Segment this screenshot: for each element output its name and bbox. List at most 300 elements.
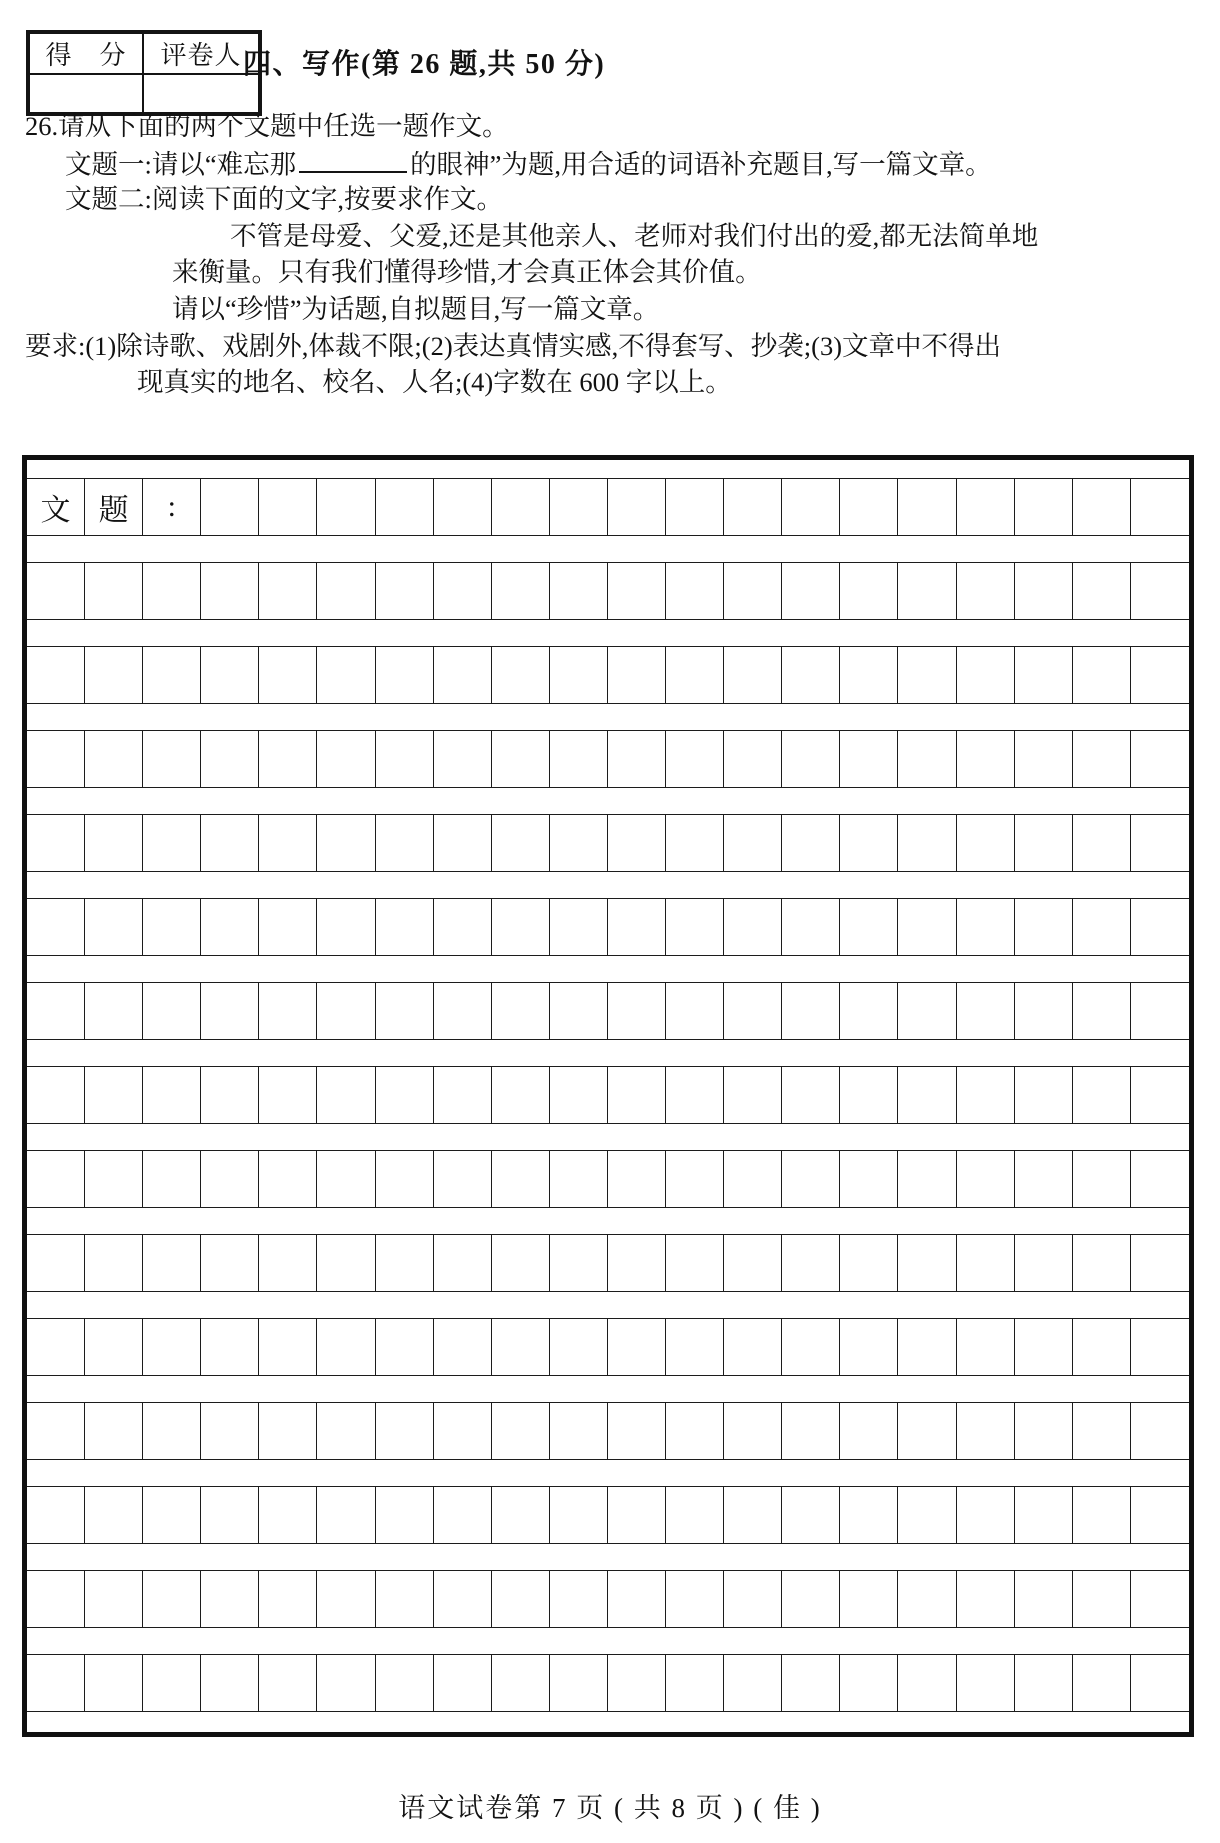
grid-cell bbox=[840, 1067, 898, 1123]
grid-cell bbox=[317, 1235, 375, 1291]
grid-cell bbox=[376, 563, 434, 619]
topic1-line bbox=[25, 145, 1205, 182]
grid-row-gap bbox=[27, 1040, 1189, 1066]
grid-cell bbox=[259, 1403, 317, 1459]
grid-cell bbox=[550, 1655, 608, 1711]
grid-cell bbox=[317, 1655, 375, 1711]
topic1-suffix: 的眼神”为题,用合适的词语补充题目,写一篇文章。 bbox=[410, 149, 992, 180]
grid-cell bbox=[898, 1319, 956, 1375]
grid-cell bbox=[376, 647, 434, 703]
grid-cell bbox=[143, 1151, 201, 1207]
grid-row bbox=[27, 982, 1189, 1040]
grid-cell bbox=[434, 983, 492, 1039]
grid-cell bbox=[666, 479, 724, 535]
grid-cell bbox=[376, 1319, 434, 1375]
grid-cell bbox=[317, 983, 375, 1039]
grid-cell bbox=[492, 479, 550, 535]
grid-cell bbox=[782, 1067, 840, 1123]
grid-cell bbox=[840, 815, 898, 871]
grid-row bbox=[27, 1654, 1189, 1712]
grid-cell bbox=[608, 1655, 666, 1711]
grid-cell bbox=[957, 899, 1015, 955]
grid-cell bbox=[898, 563, 956, 619]
grid-cell bbox=[782, 647, 840, 703]
grid-cell bbox=[1131, 563, 1189, 619]
grid-cell bbox=[143, 1235, 201, 1291]
essay-grid bbox=[22, 455, 1194, 1737]
grid-cell bbox=[608, 647, 666, 703]
grid-cell bbox=[1073, 1487, 1131, 1543]
grid-cell bbox=[85, 983, 143, 1039]
grid-cell bbox=[434, 1403, 492, 1459]
grid-cell bbox=[1073, 1403, 1131, 1459]
grid-cell bbox=[201, 1319, 259, 1375]
grid-cell bbox=[666, 1319, 724, 1375]
grid-cell bbox=[434, 1319, 492, 1375]
grid-cell bbox=[143, 1319, 201, 1375]
grid-cell bbox=[840, 1403, 898, 1459]
grid-cell bbox=[666, 899, 724, 955]
grid-cell bbox=[492, 1151, 550, 1207]
grid-cell bbox=[898, 731, 956, 787]
grid-cell bbox=[782, 479, 840, 535]
grid-cell bbox=[317, 1403, 375, 1459]
grid-cell bbox=[259, 1067, 317, 1123]
grid-cell bbox=[724, 1487, 782, 1543]
grid-cell bbox=[1131, 815, 1189, 871]
grid-cell bbox=[724, 1655, 782, 1711]
grid-row bbox=[27, 1150, 1189, 1208]
grid-row-gap bbox=[27, 1292, 1189, 1318]
grid-cell bbox=[376, 1655, 434, 1711]
grid-cell bbox=[898, 479, 956, 535]
grid-cell bbox=[666, 731, 724, 787]
grid-cell bbox=[201, 1067, 259, 1123]
grid-cell bbox=[434, 1571, 492, 1627]
grid-cell bbox=[201, 647, 259, 703]
grid-row bbox=[27, 1486, 1189, 1544]
grid-cell bbox=[840, 563, 898, 619]
grid-cell bbox=[1073, 647, 1131, 703]
grid-cell bbox=[608, 1319, 666, 1375]
grid-cell bbox=[492, 563, 550, 619]
grid-row bbox=[27, 562, 1189, 620]
grid-cell bbox=[957, 563, 1015, 619]
grid-cell bbox=[1073, 983, 1131, 1039]
grid-cell bbox=[1015, 1403, 1073, 1459]
grid-cell bbox=[201, 815, 259, 871]
grid-cell bbox=[666, 1655, 724, 1711]
score-box bbox=[26, 30, 262, 116]
grid-cell bbox=[434, 563, 492, 619]
grid-cell bbox=[666, 1403, 724, 1459]
grid-cell bbox=[143, 815, 201, 871]
grid-cell bbox=[434, 731, 492, 787]
grid-cell bbox=[85, 563, 143, 619]
grid-cell bbox=[957, 1151, 1015, 1207]
grid-cell bbox=[1131, 1487, 1189, 1543]
grid-cell bbox=[898, 647, 956, 703]
grid-cell bbox=[434, 1487, 492, 1543]
grid-cell bbox=[957, 1655, 1015, 1711]
grid-cell bbox=[898, 1403, 956, 1459]
grid-cell bbox=[317, 1319, 375, 1375]
grid-cell bbox=[201, 479, 259, 535]
grid-cell bbox=[608, 1487, 666, 1543]
grid-cell bbox=[1015, 647, 1073, 703]
grid-cell bbox=[666, 1151, 724, 1207]
topic1-prefix: 文题一:请以“难忘那 bbox=[65, 149, 297, 180]
grid-cell bbox=[957, 647, 1015, 703]
question-intro: 26.请从下面的两个文题中任选一题作文。 bbox=[25, 111, 509, 141]
grid-cell bbox=[27, 563, 85, 619]
grid-cell bbox=[608, 731, 666, 787]
grid-row-gap bbox=[27, 704, 1189, 730]
grid-cell bbox=[724, 1151, 782, 1207]
grid-cell bbox=[376, 815, 434, 871]
grid-cell bbox=[201, 899, 259, 955]
grid-row bbox=[27, 814, 1189, 872]
grid-cell bbox=[1131, 899, 1189, 955]
grid-cell bbox=[840, 647, 898, 703]
grid-cell bbox=[201, 1487, 259, 1543]
requirements-line2: 现真实的地名、校名、人名;(4)字数在 600 字以上。 bbox=[137, 367, 732, 398]
grid-cell bbox=[317, 1487, 375, 1543]
grid-cell bbox=[550, 1403, 608, 1459]
grid-cell bbox=[376, 1403, 434, 1459]
grid-row bbox=[27, 1570, 1189, 1628]
grid-cell bbox=[724, 647, 782, 703]
passage-line1: 不管是母爱、父爱,还是其他亲人、老师对我们付出的爱,都无法简单地 bbox=[230, 220, 1039, 251]
grid-row-gap bbox=[27, 1124, 1189, 1150]
grid-cell bbox=[724, 1067, 782, 1123]
grid-cell bbox=[840, 899, 898, 955]
grid-cell bbox=[85, 1235, 143, 1291]
grid-cell bbox=[492, 1067, 550, 1123]
grid-cell bbox=[317, 731, 375, 787]
grid-cell bbox=[957, 1487, 1015, 1543]
grid-cell bbox=[666, 647, 724, 703]
grid-cell bbox=[85, 899, 143, 955]
grid-cell bbox=[492, 983, 550, 1039]
grid-cell bbox=[492, 899, 550, 955]
grid-cell bbox=[492, 1487, 550, 1543]
grid-cell bbox=[317, 1067, 375, 1123]
grid-cell: : bbox=[143, 479, 201, 535]
grid-row-gap bbox=[27, 620, 1189, 646]
grid-cell bbox=[259, 1655, 317, 1711]
grid-cell bbox=[898, 1487, 956, 1543]
grid-cell bbox=[782, 1655, 840, 1711]
grid-cell bbox=[608, 563, 666, 619]
grid-cell bbox=[957, 1235, 1015, 1291]
grid-cell bbox=[27, 1403, 85, 1459]
grid-cell bbox=[1131, 1571, 1189, 1627]
grader-label: 评卷人 bbox=[144, 34, 258, 75]
grid-row-gap bbox=[27, 1544, 1189, 1570]
grid-cell bbox=[492, 1403, 550, 1459]
grid-cell bbox=[957, 815, 1015, 871]
grid-cell bbox=[1015, 1235, 1073, 1291]
grid-cell bbox=[550, 1067, 608, 1123]
grid-cell bbox=[1073, 1067, 1131, 1123]
grid-cell bbox=[492, 647, 550, 703]
page-footer: 语文试卷第 7 页 ( 共 8 页 ) ( 佳 ) bbox=[398, 1793, 822, 1823]
grid-cell bbox=[550, 731, 608, 787]
grid-cell bbox=[376, 899, 434, 955]
grid-cell bbox=[143, 983, 201, 1039]
grid-row-gap bbox=[27, 1628, 1189, 1654]
grid-cell bbox=[724, 1571, 782, 1627]
grid-cell bbox=[492, 1319, 550, 1375]
grid-cell bbox=[1073, 1571, 1131, 1627]
grid-cell bbox=[492, 1235, 550, 1291]
grid-cell bbox=[782, 563, 840, 619]
grid-cell bbox=[1131, 1151, 1189, 1207]
grid-cell bbox=[1015, 731, 1073, 787]
grid-cell bbox=[1015, 479, 1073, 535]
grid-row-gap bbox=[27, 1376, 1189, 1402]
grid-cell bbox=[317, 563, 375, 619]
grid-cell bbox=[376, 1151, 434, 1207]
grid-cell bbox=[201, 1403, 259, 1459]
grid-cell bbox=[898, 1151, 956, 1207]
grid-cell bbox=[1131, 479, 1189, 535]
grid-cell bbox=[608, 899, 666, 955]
grid-cell bbox=[434, 1235, 492, 1291]
grid-cell bbox=[85, 1487, 143, 1543]
grid-cell bbox=[27, 1655, 85, 1711]
grid-cell bbox=[782, 1571, 840, 1627]
grid-cell bbox=[376, 479, 434, 535]
grid-cell bbox=[201, 983, 259, 1039]
grid-cell bbox=[898, 1655, 956, 1711]
grid-cell bbox=[550, 563, 608, 619]
grid-cell bbox=[1015, 563, 1073, 619]
grid-cell bbox=[550, 983, 608, 1039]
grid-cell bbox=[376, 1487, 434, 1543]
grid-cell bbox=[1073, 563, 1131, 619]
grid-cell bbox=[724, 1403, 782, 1459]
grid-cell bbox=[608, 1067, 666, 1123]
grid-cell bbox=[201, 731, 259, 787]
grid-cell bbox=[259, 1235, 317, 1291]
grid-cell bbox=[608, 479, 666, 535]
grid-cell bbox=[143, 1487, 201, 1543]
grid-row bbox=[27, 646, 1189, 704]
grid-cell bbox=[1073, 731, 1131, 787]
grid-cell bbox=[550, 1487, 608, 1543]
grid-cell bbox=[201, 1655, 259, 1711]
grid-cell bbox=[840, 983, 898, 1039]
grid-cell bbox=[1073, 899, 1131, 955]
grid-cell bbox=[376, 1235, 434, 1291]
grid-cell bbox=[317, 479, 375, 535]
grid-cell bbox=[957, 1067, 1015, 1123]
grid-cell bbox=[143, 1655, 201, 1711]
grid-cell bbox=[898, 899, 956, 955]
grid-cell bbox=[376, 1571, 434, 1627]
grid-cell bbox=[434, 899, 492, 955]
grid-cell bbox=[608, 983, 666, 1039]
grid-cell bbox=[259, 479, 317, 535]
fill-in-blank-underline bbox=[299, 145, 407, 174]
grid-cell bbox=[666, 1487, 724, 1543]
grid-cell bbox=[434, 1067, 492, 1123]
grid-row-gap bbox=[27, 1208, 1189, 1234]
grid-cell bbox=[143, 563, 201, 619]
grid-cell bbox=[259, 563, 317, 619]
grid-cell bbox=[957, 1571, 1015, 1627]
grid-cell bbox=[317, 647, 375, 703]
grid-cell bbox=[434, 479, 492, 535]
grid-cell bbox=[608, 1151, 666, 1207]
grid-cell bbox=[782, 1403, 840, 1459]
grid-cell bbox=[782, 1151, 840, 1207]
grid-cell bbox=[1073, 1235, 1131, 1291]
grid-cell bbox=[724, 1319, 782, 1375]
grid-cell bbox=[27, 1571, 85, 1627]
grid-cell bbox=[27, 899, 85, 955]
grid-cell bbox=[27, 1319, 85, 1375]
grid-cell bbox=[434, 1151, 492, 1207]
grid-cell bbox=[85, 1319, 143, 1375]
grid-cell bbox=[1015, 815, 1073, 871]
grid-cell bbox=[492, 731, 550, 787]
grid-cell bbox=[840, 1571, 898, 1627]
grid-cell bbox=[957, 731, 1015, 787]
grid-cell bbox=[550, 479, 608, 535]
requirements-line1: 要求:(1)除诗歌、戏剧外,体裁不限;(2)表达真情实感,不得套写、抄袭;(3)文章中不得出 bbox=[25, 330, 1002, 361]
grid-cell bbox=[550, 1571, 608, 1627]
grid-cell bbox=[259, 815, 317, 871]
grid-cell: 文 bbox=[27, 479, 85, 535]
grid-cell bbox=[1015, 1571, 1073, 1627]
grid-cell bbox=[259, 899, 317, 955]
grid-cell bbox=[898, 983, 956, 1039]
grid-cell bbox=[1073, 1151, 1131, 1207]
grid-cell bbox=[782, 1319, 840, 1375]
grid-cell bbox=[27, 815, 85, 871]
grid-cell bbox=[898, 1571, 956, 1627]
grid-cell bbox=[85, 731, 143, 787]
grid-cell bbox=[201, 563, 259, 619]
grid-cell bbox=[1015, 1151, 1073, 1207]
grid-cell bbox=[608, 1571, 666, 1627]
grid-cell bbox=[782, 815, 840, 871]
grid-cell bbox=[1015, 1487, 1073, 1543]
grid-cell bbox=[1131, 1319, 1189, 1375]
passage-line2: 来衡量。只有我们懂得珍惜,才会真正体会其价值。 bbox=[172, 257, 762, 288]
grid-cell bbox=[1131, 1235, 1189, 1291]
passage-line3: 请以“珍惜”为话题,自拟题目,写一篇文章。 bbox=[172, 293, 660, 324]
grid-cell bbox=[1073, 479, 1131, 535]
topic2-line: 文题二:阅读下面的文字,按要求作文。 bbox=[65, 184, 503, 215]
grid-cell bbox=[840, 479, 898, 535]
grid-cell bbox=[27, 1067, 85, 1123]
grid-cell bbox=[27, 1487, 85, 1543]
grid-cell bbox=[1073, 1319, 1131, 1375]
grid-cell bbox=[259, 1571, 317, 1627]
grid-cell bbox=[840, 1655, 898, 1711]
grid-cell bbox=[782, 983, 840, 1039]
grid-cell bbox=[608, 815, 666, 871]
grid-cell bbox=[492, 1571, 550, 1627]
grid-cell bbox=[85, 815, 143, 871]
grid-cell bbox=[666, 815, 724, 871]
grid-cell bbox=[1015, 1319, 1073, 1375]
grid-cell bbox=[492, 815, 550, 871]
grid-cell bbox=[259, 1319, 317, 1375]
grid-cell bbox=[1015, 1655, 1073, 1711]
grid-cell bbox=[143, 647, 201, 703]
grid-cell bbox=[85, 1151, 143, 1207]
grid-cell bbox=[259, 1487, 317, 1543]
grid-cell bbox=[434, 815, 492, 871]
grid-cell bbox=[957, 479, 1015, 535]
grid-cell bbox=[840, 1235, 898, 1291]
grid-cell bbox=[724, 563, 782, 619]
grid-cell bbox=[724, 815, 782, 871]
grid-cell bbox=[27, 731, 85, 787]
grid-cell bbox=[724, 479, 782, 535]
grid-cell bbox=[27, 1235, 85, 1291]
grid-row bbox=[27, 730, 1189, 788]
grid-cell bbox=[376, 983, 434, 1039]
grid-cell bbox=[317, 1571, 375, 1627]
grid-cell bbox=[666, 1235, 724, 1291]
grid-cell bbox=[376, 1067, 434, 1123]
grid-cell bbox=[550, 1319, 608, 1375]
grid-row-gap bbox=[27, 536, 1189, 562]
grid-row-gap bbox=[27, 872, 1189, 898]
grid-cell bbox=[434, 1655, 492, 1711]
grid-cell bbox=[376, 731, 434, 787]
grid-cell bbox=[1131, 1403, 1189, 1459]
grid-cell bbox=[550, 1151, 608, 1207]
grid-cell bbox=[724, 983, 782, 1039]
grid-cell bbox=[608, 1403, 666, 1459]
grid-cell bbox=[724, 1235, 782, 1291]
grid-cell bbox=[143, 731, 201, 787]
grid-row bbox=[27, 1402, 1189, 1460]
grid-cell bbox=[724, 899, 782, 955]
grid-cell bbox=[85, 1655, 143, 1711]
grid-cell bbox=[550, 815, 608, 871]
grid-cell bbox=[85, 647, 143, 703]
grid-row bbox=[27, 1234, 1189, 1292]
grid-cell bbox=[201, 1235, 259, 1291]
grid-cell bbox=[898, 1067, 956, 1123]
grid-cell bbox=[1015, 983, 1073, 1039]
grid-cell bbox=[259, 647, 317, 703]
grid-cell bbox=[201, 1151, 259, 1207]
grid-cell bbox=[1131, 1655, 1189, 1711]
grid-cell bbox=[840, 731, 898, 787]
grid-cell bbox=[957, 1319, 1015, 1375]
grid-cell bbox=[666, 1067, 724, 1123]
grid-cell bbox=[85, 1067, 143, 1123]
grid-cell bbox=[1073, 1655, 1131, 1711]
grid-cell bbox=[143, 1067, 201, 1123]
grid-cell bbox=[782, 1235, 840, 1291]
grid-cell bbox=[201, 1571, 259, 1627]
grid-cell bbox=[27, 983, 85, 1039]
grid-cell bbox=[840, 1487, 898, 1543]
grid-cell bbox=[840, 1151, 898, 1207]
grid-cell bbox=[434, 647, 492, 703]
grid-cell bbox=[666, 563, 724, 619]
